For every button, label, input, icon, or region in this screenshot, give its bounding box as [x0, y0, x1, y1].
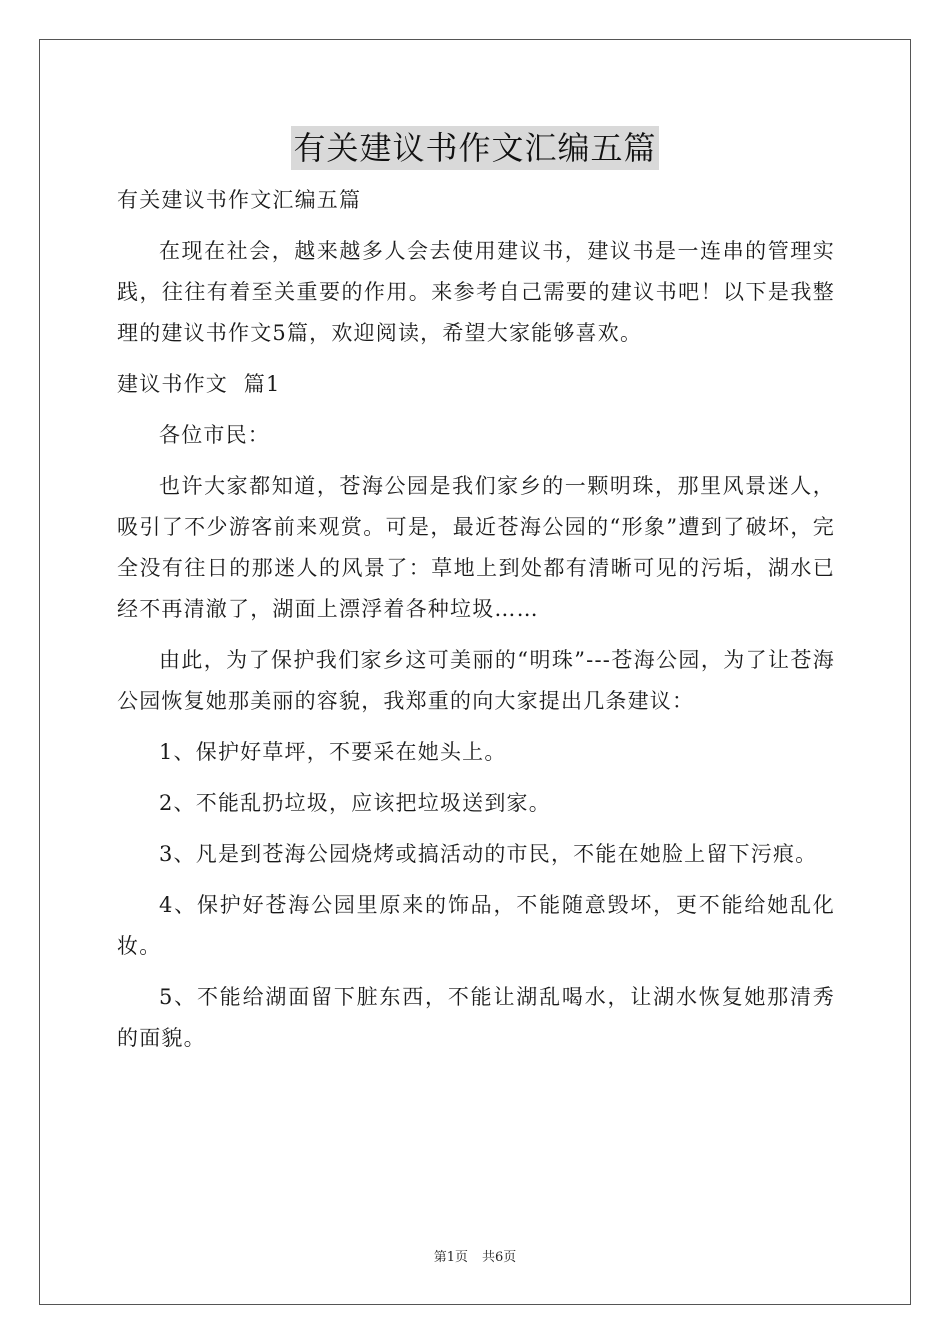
- document-title: 有关建议书作文汇编五篇: [291, 126, 658, 170]
- page-footer: [0, 1246, 950, 1265]
- suggestion-item: 2、不能乱扔垃圾，应该把垃圾送到家。: [159, 791, 551, 815]
- suggestion-item: 5、不能给湖面留下脏东西，不能让湖乱喝水，让湖水恢复她那清秀的面貌。: [117, 985, 835, 1050]
- page-number-current: 第1页: [433, 1250, 468, 1265]
- body-paragraph: 也许大家都知道，苍海公园是我们家乡的一颗明珠，那里风景迷人，吸引了不少游客前来观赏。可是，最近苍海公园的“形象”遭到了破坏，完全没有往日的那迷人的风景了：草地上到处都有清晰可见的污垢，湖水已经不再清澈了，湖面上漂浮着各种垃圾……: [117, 474, 835, 621]
- greeting: 各位市民：: [159, 423, 270, 447]
- document-subtitle: 有关建议书作文汇编五篇: [117, 188, 362, 212]
- page-number-total: 共6页: [482, 1250, 517, 1265]
- suggestion-item: 1、保护好草坪，不要采在她头上。: [159, 740, 507, 764]
- section-heading: 建议书作文 篇1: [117, 372, 281, 396]
- title-container: [0, 126, 950, 170]
- suggestion-item: 4、保护好苍海公园里原来的饰品，不能随意毁坏，更不能给她乱化妆。: [117, 893, 835, 958]
- suggestion-item: 3、凡是到苍海公园烧烤或搞活动的市民，不能在她脸上留下污痕。: [159, 842, 818, 866]
- intro-paragraph: 在现在社会，越来越多人会去使用建议书，建议书是一连串的管理实践，往往有着至关重要的作用。来参考自己需要的建议书吧！以下是我整理的建议书作文5篇，欢迎阅读，希望大家能够喜欢。: [117, 239, 835, 345]
- body-paragraph: 由此，为了保护我们家乡这可美丽的“明珠”---苍海公园，为了让苍海公园恢复她那美丽的容貌，我郑重的向大家提出几条建议：: [117, 648, 835, 713]
- document-body: [117, 180, 835, 1069]
